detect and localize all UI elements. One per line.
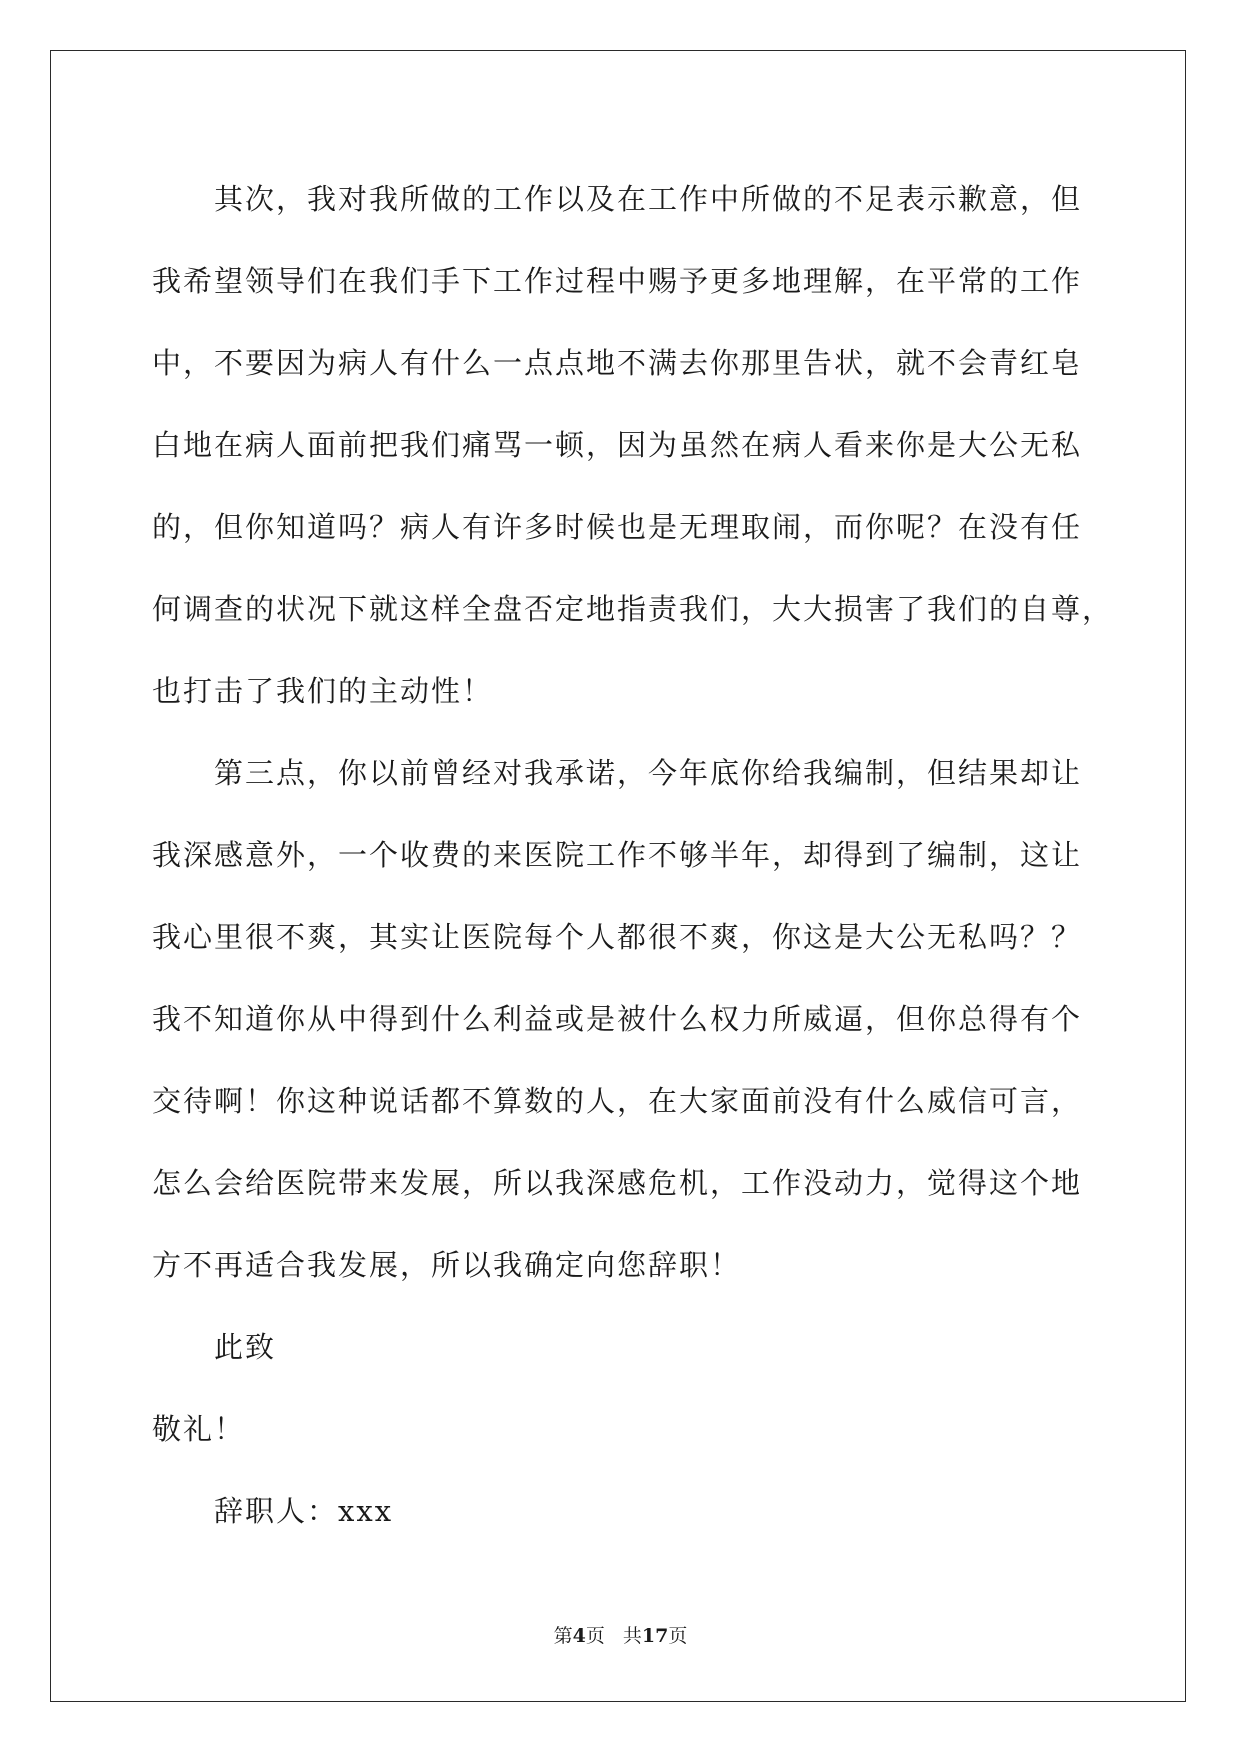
- signature-line: 辞职人：xxx: [214, 1494, 394, 1528]
- paragraph-line: 方不再适合我发展，所以我确定向您辞职！: [152, 1248, 742, 1282]
- paragraph-line: 其次，我对我所做的工作以及在工作中所做的不足表示歉意，但: [214, 182, 1083, 216]
- paragraph-line: 中，不要因为病人有什么一点点地不满去你那里告状，就不会青红皂: [152, 346, 1083, 380]
- total-prefix: 共: [622, 1625, 642, 1647]
- total-label: 页: [668, 1625, 688, 1647]
- closing-salutation: 此致: [214, 1330, 277, 1364]
- page-prefix: 第: [553, 1625, 573, 1647]
- page-current-number: 4: [572, 1625, 586, 1647]
- paragraph-line: 第三点，你以前曾经对我承诺，今年底你给我编制，但结果却让: [214, 756, 1083, 790]
- closing-regards: 敬礼！: [152, 1412, 246, 1446]
- paragraph-line: 的，但你知道吗？病人有许多时候也是无理取闹，而你呢？在没有任: [152, 510, 1083, 544]
- paragraph-line: 何调查的状况下就这样全盘否定地指责我们，大大损害了我们的自尊，: [152, 592, 1114, 626]
- paragraph-line: 我深感意外，一个收费的来医院工作不够半年，却得到了编制，这让: [152, 838, 1083, 872]
- page-label: 页: [585, 1625, 605, 1647]
- paragraph-line: 也打击了我们的主动性！: [152, 674, 494, 708]
- paragraph-line: 我不知道你从中得到什么利益或是被什么权力所威逼，但你总得有个: [152, 1002, 1083, 1036]
- letter-body: [152, 158, 1114, 1552]
- paragraph-line: 交待啊！你这种说话都不算数的人，在大家面前没有什么威信可言，: [152, 1084, 1083, 1118]
- paragraph-line: 我希望领导们在我们手下工作过程中赐予更多地理解，在平常的工作: [152, 264, 1083, 298]
- page-footer: [0, 1621, 1241, 1648]
- paragraph-line: 怎么会给医院带来发展，所以我深感危机，工作没动力，觉得这个地: [152, 1166, 1083, 1200]
- paragraph-line: 白地在病人面前把我们痛骂一顿，因为虽然在病人看来你是大公无私: [152, 428, 1083, 462]
- page-total-number: 17: [641, 1625, 669, 1647]
- paragraph-line: 我心里很不爽，其实让医院每个人都很不爽，你这是大公无私吗？？: [152, 920, 1083, 954]
